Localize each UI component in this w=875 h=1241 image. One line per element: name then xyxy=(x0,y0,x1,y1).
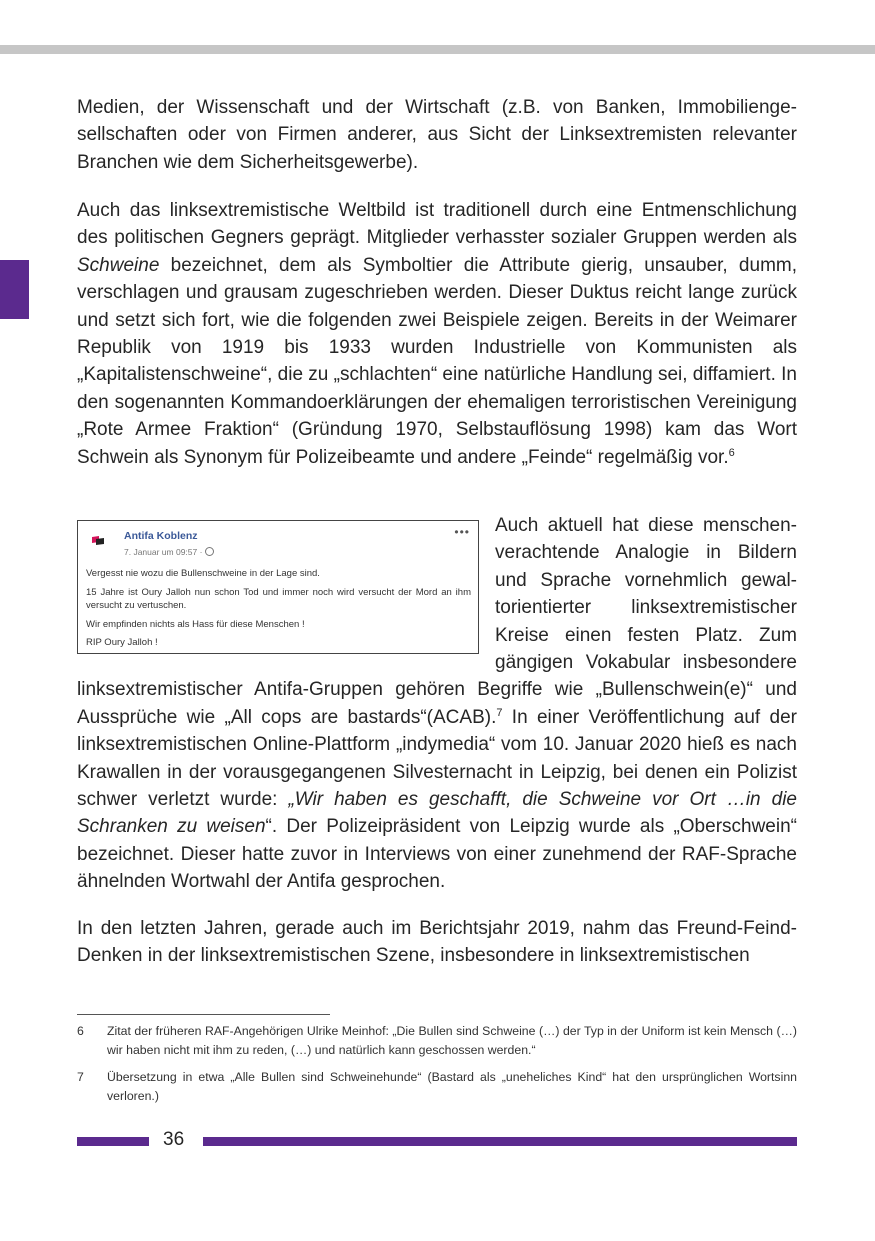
paragraph-2 xyxy=(77,197,797,471)
post-body xyxy=(86,567,471,655)
footnote-7 xyxy=(77,1068,797,1106)
paragraph-3-quote: „Wir haben es geschafft, die Schweine vor Ort …in die Schranken zu weisen xyxy=(77,789,797,838)
paragraph-3-text-a: Auch aktuell hat diese menschenverachtende Analogie in Bildern und Sprache vornehmlich gewaltorientierter linksextremistischer Kreise einen festen Platz. Zum gängigen Vokabular insbesondere linksextremistischer Antifa-Gruppen gehören Begriffe wie „Bullenschwein(e)“ und Aussprüche wie „All cops are bastards“(ACAB). xyxy=(77,515,797,728)
footer-bar-left xyxy=(77,1137,149,1146)
chapter-tab xyxy=(0,260,29,319)
page-number: 36 xyxy=(163,1129,185,1150)
footnote-number: 6 xyxy=(77,1024,84,1038)
post-author: Antifa Koblenz xyxy=(124,530,198,542)
post-line: RIP Oury Jalloh ! xyxy=(86,637,158,648)
facebook-post-screenshot xyxy=(77,520,479,654)
more-options-icon: ••• xyxy=(454,525,470,539)
footer-bar-right xyxy=(203,1137,797,1146)
paragraph-3-text-b: In einer Veröffentlichung auf der linksextremistischen Online-Plattform „indymedia“ vom 10. Januar 2020 hieß es nach Krawallen in der vorausgegangenen Silvesternacht in Leipzig, bei denen ein Polizist schwer verletzt wurde: xyxy=(77,706,797,811)
post-date-text: 7. Januar um 09:57 · xyxy=(124,547,203,557)
footnote-text: Übersetzung in etwa „Alle Bullen sind Schweinehunde“ (Bastard als „uneheliches Kind“ hat den ursprünglichen Wortsinn verloren.) xyxy=(107,1070,797,1103)
paragraph-3-text-c: “. Der Polizeipräsident von Leipzig wurde als „Oberschwein“ bezeichnet. Dieser hatte zuvor in Interviews von einer zunehmend der RAF-Sprache ähnelnden Wortwahl der Antifa gesprochen. xyxy=(77,816,797,893)
header-rule xyxy=(0,45,875,54)
paragraph-2-text-a: Auch das linksextremistische Weltbild ist traditionell durch eine Entmenschlichung des politischen Gegners geprägt. Mitglieder verhasster sozialer Gruppen werden als xyxy=(77,200,797,249)
footnote-text: Zitat der früheren RAF-Angehörigen Ulrike Meinhof: „Die Bullen sind Schweine (…) der Typ in der Uniform ist kein Mensch (…) wir haben nicht mit ihm zu reden, (…) und natürlich kann geschossen werden.“ xyxy=(107,1024,797,1057)
post-line: Wir empfinden nichts als Hass für diese Menschen ! xyxy=(86,618,305,630)
post-date xyxy=(124,545,214,559)
footnote-number: 7 xyxy=(77,1070,84,1084)
paragraph-1: Medien, der Wissenschaft und der Wirtschaft (z.B. von Banken, Immobiliengesellschaften oder von Firmen anderer, aus Sicht der Linksextremisten relevanter Branchen wie dem Sicherheitsgewerbe). xyxy=(77,97,797,173)
footnote-ref-6[interactable]: 6 xyxy=(728,446,735,459)
globe-icon xyxy=(205,547,214,556)
footnote-6 xyxy=(77,1022,797,1060)
antifa-flag-icon xyxy=(91,535,105,547)
post-line: 15 Jahre ist Oury Jalloh nun schon Tod und immer noch wird versucht der Mord an ihm versucht zu vertuschen. xyxy=(86,586,471,611)
paragraph-2-emphasis: Schweine xyxy=(77,254,160,276)
paragraph-4: In den letzten Jahren, gerade auch im Berichtsjahr 2019, nahm das Freund-Feind-Denken in der linksextremistischen Szene, insbesondere in linksextremistischen xyxy=(77,918,797,967)
paragraph-2-text-b: bezeichnet, dem als Symboltier die Attribute gierig, unsauber, dumm, verschlagen und grausam zugeschrieben werden. Dieser Duktus reicht lange zurück und setzt sich fort, wie die folgenden zwei Beispiele zeigen. Bereits in der Weimarer Republik von 1919 bis 1933 wurden Industrielle von Kommunisten als „Kapitalistenschweine“, die zu „schlachten“ eine natürliche Handlung sei, diffamiert. In den sogenannten Kommandoerklärungen der ehemaligen terroristischen Vereinigung „Rote Armee Fraktion“ (Gründung 1970, Selbstauflösung 1998) kam das Wort Schwein als Synonym für Polizeibeamte und andere „Feinde“ regelmäßig vor. xyxy=(77,254,797,468)
post-line: Vergesst nie wozu die Bullenschweine in der Lage sind. xyxy=(86,568,320,579)
footnote-ref-7[interactable]: 7 xyxy=(496,706,503,719)
paragraph-3-with-figure xyxy=(77,512,797,896)
footnote-separator xyxy=(77,1014,330,1015)
